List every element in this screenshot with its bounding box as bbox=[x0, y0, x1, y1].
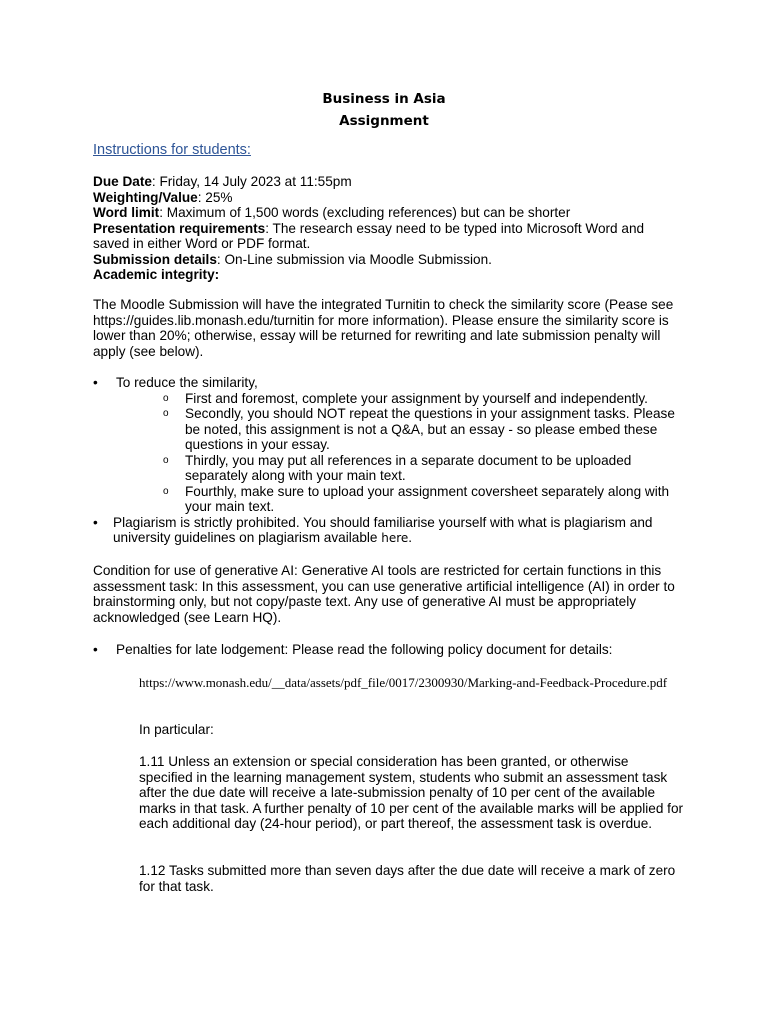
word-limit-line bbox=[93, 205, 683, 221]
bullet-icon: • bbox=[93, 375, 98, 390]
circle-bullet-icon: o bbox=[163, 454, 169, 466]
reduce-item-text: Fourthly, make sure to upload your assignment coversheet separately along with your main text. bbox=[185, 483, 670, 514]
reduce-item-text: First and foremost, complete your assignment by yourself and independently. bbox=[185, 390, 648, 406]
reduce-heading: To reduce the similarity, bbox=[116, 375, 258, 390]
list-item bbox=[163, 406, 683, 453]
circle-bullet-icon: o bbox=[163, 392, 169, 404]
bullet-icon: • bbox=[93, 514, 98, 530]
rule-1-12: 1.12 Tasks submitted more than seven days after the due date will receive a mark of zero for that task. bbox=[139, 863, 676, 894]
due-date-line bbox=[93, 174, 683, 190]
list-item bbox=[93, 515, 683, 547]
submission-line bbox=[93, 252, 683, 268]
weighting-line bbox=[93, 190, 683, 206]
due-date-value: : Friday, 14 July 2023 at 11:55pm bbox=[151, 174, 352, 189]
list-item bbox=[163, 390, 683, 407]
integrity-label: Academic integrity: bbox=[93, 267, 220, 282]
reduce-item-text: Thirdly, you may put all references in a separate document to be uploaded separately along with your main text. bbox=[185, 452, 632, 483]
turnitin-paragraph: The Moodle Submission will have the integrated Turnitin to check the similarity score (Pease see https://guides.lib.monash.edu/turnitin for more information). Please ensure the similarity score is lower than 20%; otherwise, essay will be returned for rewriting and late submission penalty will apply (see below). bbox=[93, 297, 674, 359]
bullet-icon: • bbox=[93, 642, 98, 657]
list-item bbox=[93, 642, 683, 658]
plagiarism-link[interactable]: here bbox=[381, 531, 409, 545]
presentation-value: : The research essay need to be typed into Microsoft Word and saved in either Word or PDF format. bbox=[93, 220, 645, 251]
document-subtitle: Assignment bbox=[339, 113, 429, 129]
weighting-label: Weighting/Value bbox=[93, 189, 198, 205]
submission-value: : On-Line submission via Moodle Submission. bbox=[216, 251, 492, 267]
due-date-label: Due Date bbox=[93, 174, 152, 189]
assignment-details bbox=[93, 174, 683, 283]
integrity-line bbox=[93, 267, 683, 283]
circle-bullet-icon: o bbox=[163, 485, 169, 497]
penalties-text: Penalties for late lodgement: Please read the following policy document for details: bbox=[116, 642, 613, 657]
reduce-item-text: Secondly, you should NOT repeat the questions in your assignment tasks. Please be noted, this assignment is not a Q&A, but an essay - so please embed these questions in your essay. bbox=[185, 406, 675, 452]
presentation-line bbox=[93, 221, 683, 252]
presentation-label: Presentation requirements bbox=[93, 220, 266, 236]
weighting-value: : 25% bbox=[197, 189, 233, 205]
list-item bbox=[93, 375, 683, 391]
penalties-section bbox=[93, 642, 683, 658]
similarity-section bbox=[93, 375, 683, 547]
instructions-heading: Instructions for students: bbox=[93, 142, 251, 158]
document-title: Business in Asia bbox=[322, 91, 446, 107]
word-limit-label: Word limit bbox=[93, 205, 160, 220]
plagiarism-text: Plagiarism is strictly prohibited. You should familiarise yourself with what is plagiarism and university guidelines on plagiarism available bbox=[113, 514, 653, 545]
plagiarism-end: . bbox=[408, 530, 413, 545]
policy-url[interactable]: https://www.monash.edu/__data/assets/pdf_file/0017/2300930/Marking-and-Feedback-Procedure.pdf bbox=[139, 675, 668, 690]
circle-bullet-icon: o bbox=[163, 408, 169, 419]
list-item bbox=[163, 452, 683, 484]
rule-1-11: 1.11 Unless an extension or special consideration has been granted, or otherwise specified in the learning management system, students who submit an assessment task after the due date will receive a late-submission penalty of 10 per cent of the available marks in that task. A further penalty of 10 per cent of the available marks will be applied for each additional day (24-hour period), or part thereof, the assessment task is overdue. bbox=[139, 754, 684, 831]
generative-ai-paragraph: Condition for use of generative AI: Generative AI tools are restricted for certain functions in this assessment task: In this assessment, you can use generative artificial intelligence (AI) in order to brainstorming only, but not copy/paste text. Any use of generative AI must be appropriately acknowledged (see Learn HQ). bbox=[93, 563, 675, 625]
submission-label: Submission details bbox=[93, 251, 217, 267]
list-item bbox=[163, 483, 683, 515]
in-particular-label: In particular: bbox=[139, 722, 214, 737]
word-limit-value: : Maximum of 1,500 words (excluding references) but can be shorter bbox=[159, 205, 571, 220]
